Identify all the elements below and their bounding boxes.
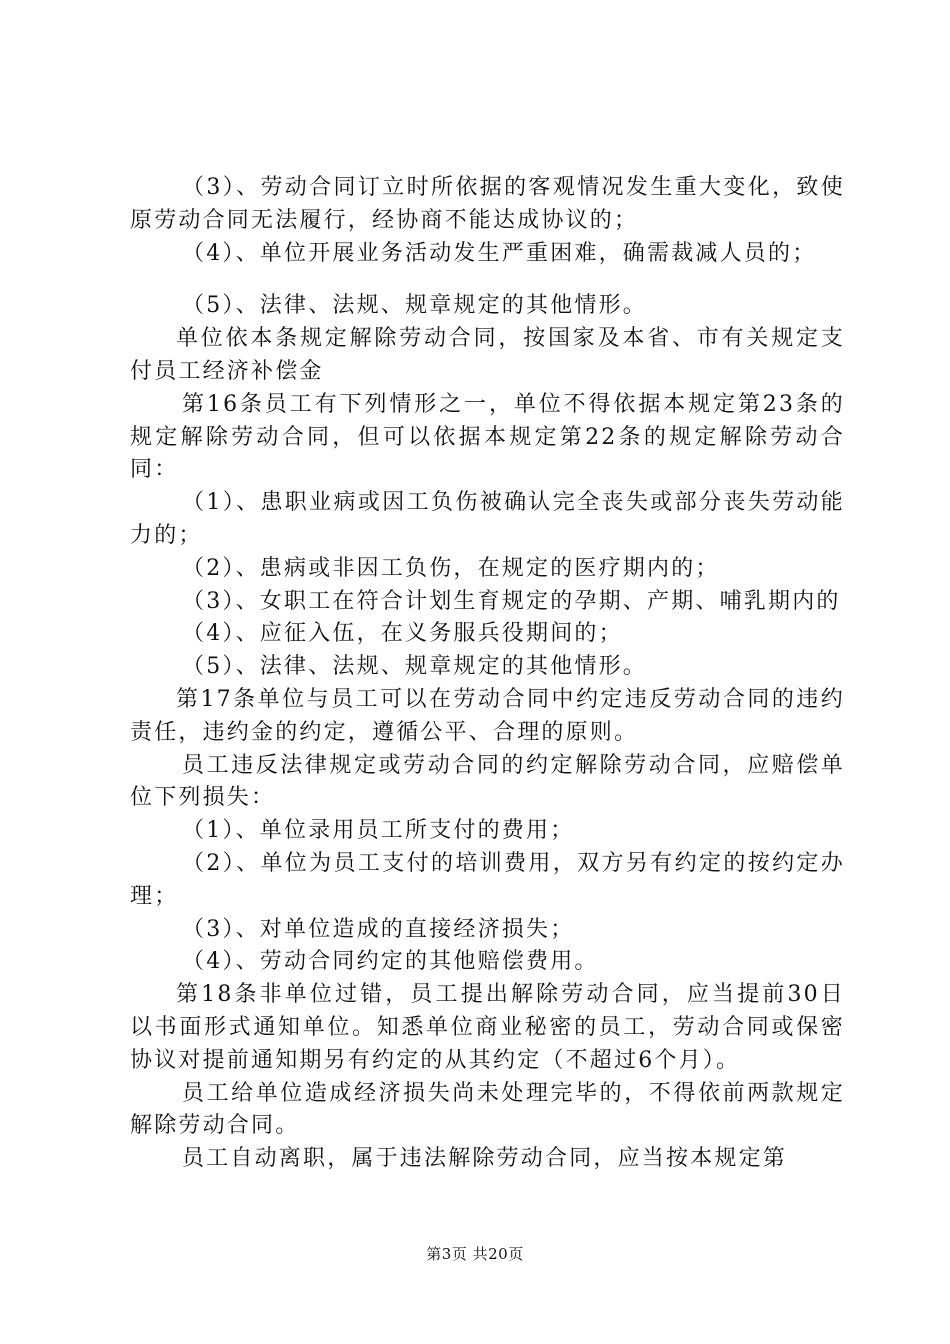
paragraph-damages-item-2: （2）、单位为员工支付的培训费用，双方另有约定的按约定办理；	[130, 850, 845, 909]
paragraph-a16-item-5: （5）、法律、法规、规章规定的其他情形。	[182, 654, 647, 680]
paragraph-a16-item-1: （1）、患职业病或因工负伤被确认完全丧失或部分丧失劳动能力的；	[130, 490, 845, 548]
paragraph-loss-pending: 员工给单位造成经济损失尚未处理完毕的，不得依前两款规定解除劳动合同。	[130, 1080, 845, 1139]
paragraph-article-16: 第16条员工有下列情形之一，单位不得依据本规定第23条的规定解除劳动合同，但可以依据本规定第22条的规定解除劳动合同：	[130, 391, 845, 483]
paragraph-a16-item-3: （3）、女职工在符合计划生育规定的孕期、产期、哺乳期内的	[182, 588, 841, 614]
paragraph-damages: 员工违反法律规定或劳动合同的约定解除劳动合同，应赔偿单位下列损失：	[130, 752, 845, 811]
page-number-footer: 第3页 共20页	[426, 1245, 524, 1263]
paragraph-a16-item-2: （2）、患病或非因工负伤，在规定的医疗期内的；	[182, 555, 720, 581]
document-body	[130, 172, 845, 1176]
paragraph-damages-item-4: （4）、劳动合同约定的其他赔偿费用。	[182, 949, 599, 975]
paragraph-a16-item-4: （4）、应征入伍，在义务服兵役期间的；	[182, 621, 623, 647]
paragraph-gap	[130, 270, 845, 290]
paragraph-item-4: （4）、单位开展业务活动发生严重困难，确需裁减人员的；	[182, 240, 817, 266]
paragraph-article-17: 第17条单位与员工可以在劳动合同中约定违反劳动合同的违约责任，违约金的约定，遵循公平、合理的原则。	[130, 686, 845, 745]
paragraph-self-resign: 员工自动离职，属于违法解除劳动合同，应当按本规定第	[182, 1146, 788, 1172]
paragraph-item-5: （5）、法律、法规、规章规定的其他情形。	[182, 293, 647, 319]
paragraph-compensation: 单位依本条规定解除劳动合同，按国家及本省、市有关规定支付员工经济补偿金	[130, 326, 845, 384]
paragraph-article-18: 第18条非单位过错，员工提出解除劳动合同，应当提前30日以书面形式通知单位。知悉单位商业秘密的员工，劳动合同或保密协议对提前通知期另有约定的从其约定（不超过6个月）。	[130, 982, 845, 1073]
paragraph-item-3: （3）、劳动合同订立时所依据的客观情况发生重大变化，致使原劳动合同无法履行，经协商不能达成协议的；	[130, 175, 845, 233]
paragraph-damages-item-1: （1）、单位录用员工所支付的费用；	[182, 818, 575, 844]
paragraph-damages-item-3: （3）、对单位造成的直接经济损失；	[182, 916, 575, 942]
